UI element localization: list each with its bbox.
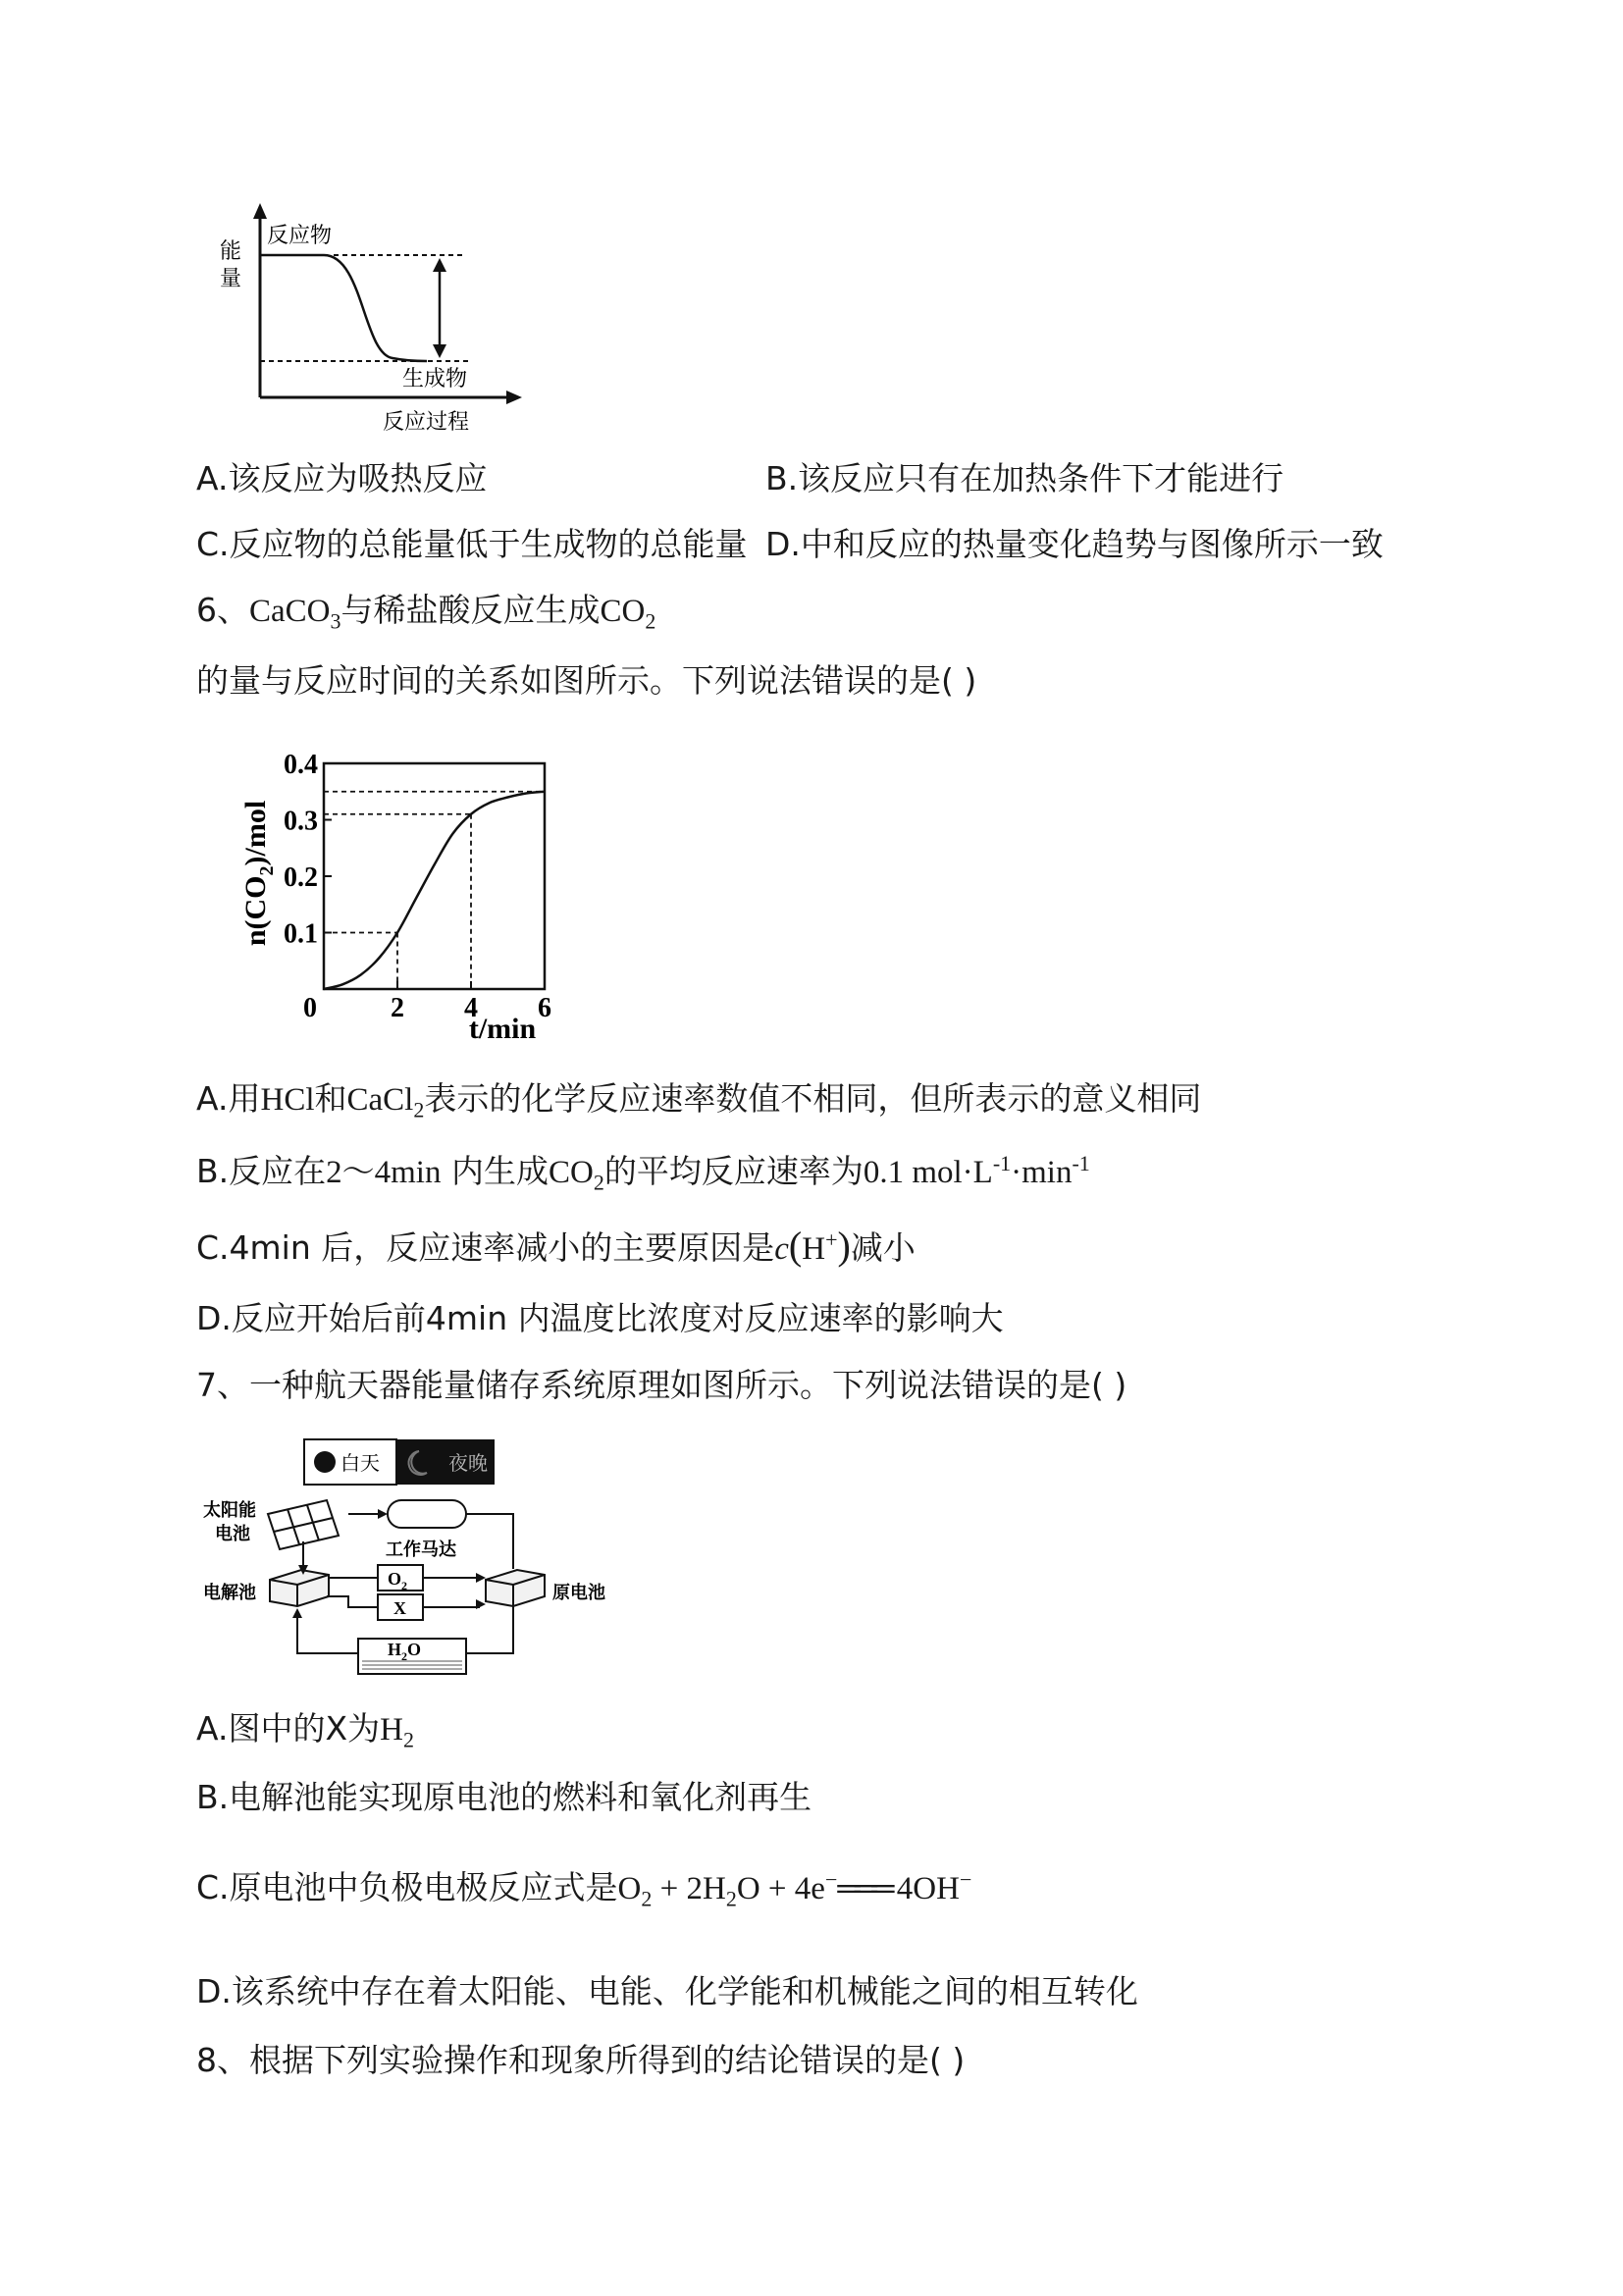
energy-axis-label-1: 能 <box>220 239 242 264</box>
energy-curve <box>260 255 427 361</box>
q6-stem-mid: 与稀盐酸反应生成 <box>340 591 601 629</box>
q7-option-c: C.原电池中负极电极反应式是$O_2 + 2H_2O$ + 4e−═══ 4OH− <box>196 1867 972 1911</box>
y-tick-label: 0.1 <box>284 918 318 950</box>
solar-panel-icon <box>268 1500 339 1559</box>
reactant-label: 反应物 <box>267 224 333 248</box>
x-label: X <box>393 1598 406 1618</box>
day-label: 白天 <box>340 1451 380 1475</box>
night-label: 夜晚 <box>448 1451 488 1475</box>
energy-y-arrow <box>253 203 267 219</box>
x-tick-label: 0 <box>303 993 317 1023</box>
q8-stem: 8、根据下列实验操作和现象所得到的结论错误的是( ) <box>196 2041 966 2079</box>
x-tick-label: 6 <box>538 993 551 1023</box>
chart-x-axis-label: t/min <box>468 1013 537 1045</box>
q5-option-c: C.反应物的总能量低于生成物的总能量 <box>196 525 748 563</box>
water-label: $H_2O$ <box>388 1640 422 1663</box>
energy-x-arrow <box>506 391 522 404</box>
o2-label: $O_2$ <box>388 1569 408 1592</box>
q5-option-d: D.中和反应的热量变化趋势与图像所示一致 <box>765 525 1384 563</box>
q6-option-a: A.用HCl和CaCl$_2$表示的化学反应速率数值不相同，但所表示的意义相同 <box>196 1079 1202 1122</box>
primary-cell-icon <box>486 1570 545 1606</box>
chart-y-axis-label: $n(CO_2)$/mol <box>239 800 278 947</box>
q5-option-b: B.该反应只有在加热条件下才能进行 <box>765 459 1284 497</box>
q5-option-a: A.该反应为吸热反应 <box>196 459 488 497</box>
x-tick-label: 4 <box>464 993 478 1023</box>
solar-label-1: 太阳能 <box>203 1500 256 1521</box>
solar-label-2: 电池 <box>215 1524 250 1544</box>
sun-icon <box>314 1451 336 1473</box>
q6-co2: $CO_2$ <box>600 594 656 634</box>
energy-gap-arrowhead-down <box>433 344 446 358</box>
q7-stem: 7、一种航天器能量储存系统原理如图所示。下列说法错误的是( ) <box>196 1366 1127 1404</box>
x-tick-label: 2 <box>391 993 404 1023</box>
energy-diagram <box>216 201 530 437</box>
q6-stem-line1 <box>196 589 655 633</box>
y-tick-label: 0.3 <box>284 806 318 837</box>
electrolyzer-label: 电解池 <box>203 1583 256 1603</box>
q7-option-b: B.电解池能实现原电池的燃料和氧化剂再生 <box>196 1778 812 1816</box>
q6-caco3: CaCO$_3$ <box>249 594 341 634</box>
co2-curve <box>324 792 545 989</box>
q7-option-d: D.该系统中存在着太阳能、电能、化学能和机械能之间的相互转化 <box>196 1972 1138 2010</box>
energy-axis-label-2: 量 <box>220 267 242 291</box>
q6-option-b: B.反应在2～4min 内生成$CO_2$的平均反应速率为0.1 $mol\cdot L^{-1}\cdot\min^{-1}$ <box>196 1151 1090 1195</box>
q6-option-d: D.反应开始后前4min 内温度比浓度对反应速率的影响大 <box>196 1299 1004 1337</box>
spacecraft-energy-diagram <box>201 1437 613 1683</box>
q6-option-c: C.4min 后，反应速率减小的主要原因是c(H+)减小 <box>196 1224 916 1268</box>
reaction-process-label: 反应过程 <box>383 410 470 435</box>
motor-icon <box>388 1500 466 1528</box>
product-label: 生成物 <box>402 367 468 391</box>
motor-label: 工作马达 <box>386 1539 456 1560</box>
q6-stem-line2: 的量与反应时间的关系如图所示。下列说法错误的是( ) <box>196 661 977 700</box>
y-tick-label: 0.2 <box>284 862 318 893</box>
energy-gap-arrowhead-up <box>433 258 446 272</box>
q7-option-a: A.图中的X为$H_2$ <box>196 1709 414 1752</box>
q6-number: 6、 <box>196 591 249 629</box>
primary-cell-label: 原电池 <box>552 1583 605 1603</box>
co2-time-chart <box>236 746 569 1050</box>
electrolyzer-icon <box>270 1570 329 1606</box>
y-tick-label: 0.4 <box>284 750 318 780</box>
